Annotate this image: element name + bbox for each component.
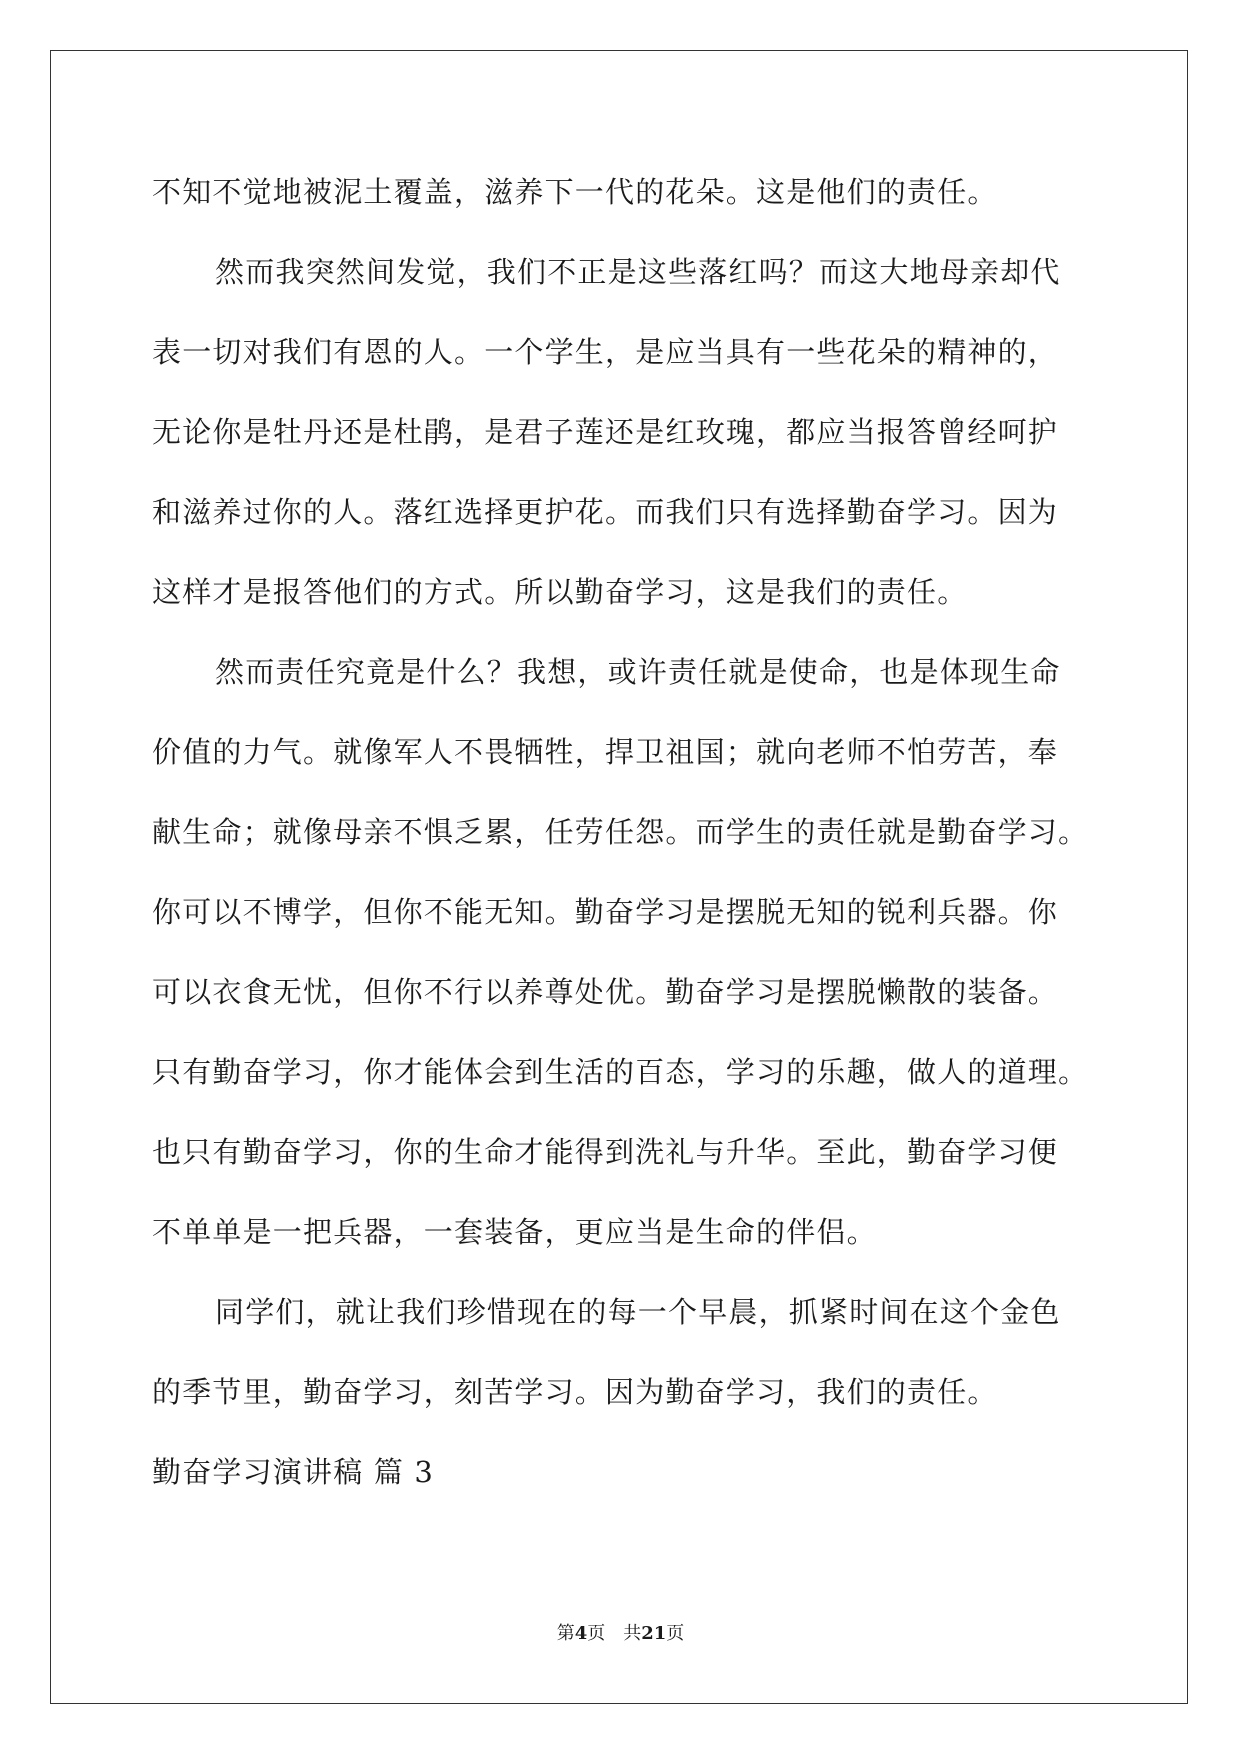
paragraph-first-line: 然而责任究竟是什么？我想，或许责任就是使命，也是体现生命 xyxy=(215,655,1061,689)
page-number-footer xyxy=(0,1622,1241,1646)
text-line: 不知不觉地被泥土覆盖，滋养下一代的花朵。这是他们的责任。 xyxy=(152,175,998,209)
section-heading: 勤奋学习演讲稿 篇 3 xyxy=(152,1455,435,1489)
text-line: 的季节里，勤奋学习，刻苦学习。因为勤奋学习，我们的责任。 xyxy=(152,1375,998,1409)
total-pages-number: 21 xyxy=(641,1623,667,1644)
paragraph-first-line: 同学们，就让我们珍惜现在的每一个早晨，抓紧时间在这个金色 xyxy=(215,1295,1061,1329)
text-line: 价值的力气。就像军人不畏牺牲，捍卫祖国；就向老师不怕劳苦，奉 xyxy=(152,735,1059,769)
text-line: 不单单是一把兵器，一套装备，更应当是生命的伴侣。 xyxy=(152,1215,877,1249)
text-line: 这样才是报答他们的方式。所以勤奋学习，这是我们的责任。 xyxy=(152,575,968,609)
footer-total-prefix: 共 xyxy=(623,1623,642,1644)
text-line: 表一切对我们有恩的人。一个学生，是应当具有一些花朵的精神的， xyxy=(152,335,1059,369)
text-line: 和滋养过你的人。落红选择更护花。而我们只有选择勤奋学习。因为 xyxy=(152,495,1059,529)
text-line: 献生命；就像母亲不惧乏累，任劳任怨。而学生的责任就是勤奋学习。 xyxy=(152,815,1089,849)
text-line: 也只有勤奋学习，你的生命才能得到洗礼与升华。至此，勤奋学习便 xyxy=(152,1135,1059,1169)
text-line: 无论你是牡丹还是杜鹃，是君子莲还是红玫瑰，都应当报答曾经呵护 xyxy=(152,415,1059,449)
text-line: 你可以不博学，但你不能无知。勤奋学习是摆脱无知的锐利兵器。你 xyxy=(152,895,1059,929)
footer-page-suffix: 页 xyxy=(587,1623,606,1644)
footer-prefix: 第 xyxy=(556,1623,575,1644)
footer-total-suffix: 页 xyxy=(666,1623,685,1644)
current-page-number: 4 xyxy=(574,1623,588,1644)
text-line: 可以衣食无忧，但你不行以养尊处优。勤奋学习是摆脱懒散的装备。 xyxy=(152,975,1059,1009)
paragraph-first-line: 然而我突然间发觉，我们不正是这些落红吗？而这大地母亲却代 xyxy=(215,255,1061,289)
text-line: 只有勤奋学习，你才能体会到生活的百态，学习的乐趣，做人的道理。 xyxy=(152,1055,1089,1089)
